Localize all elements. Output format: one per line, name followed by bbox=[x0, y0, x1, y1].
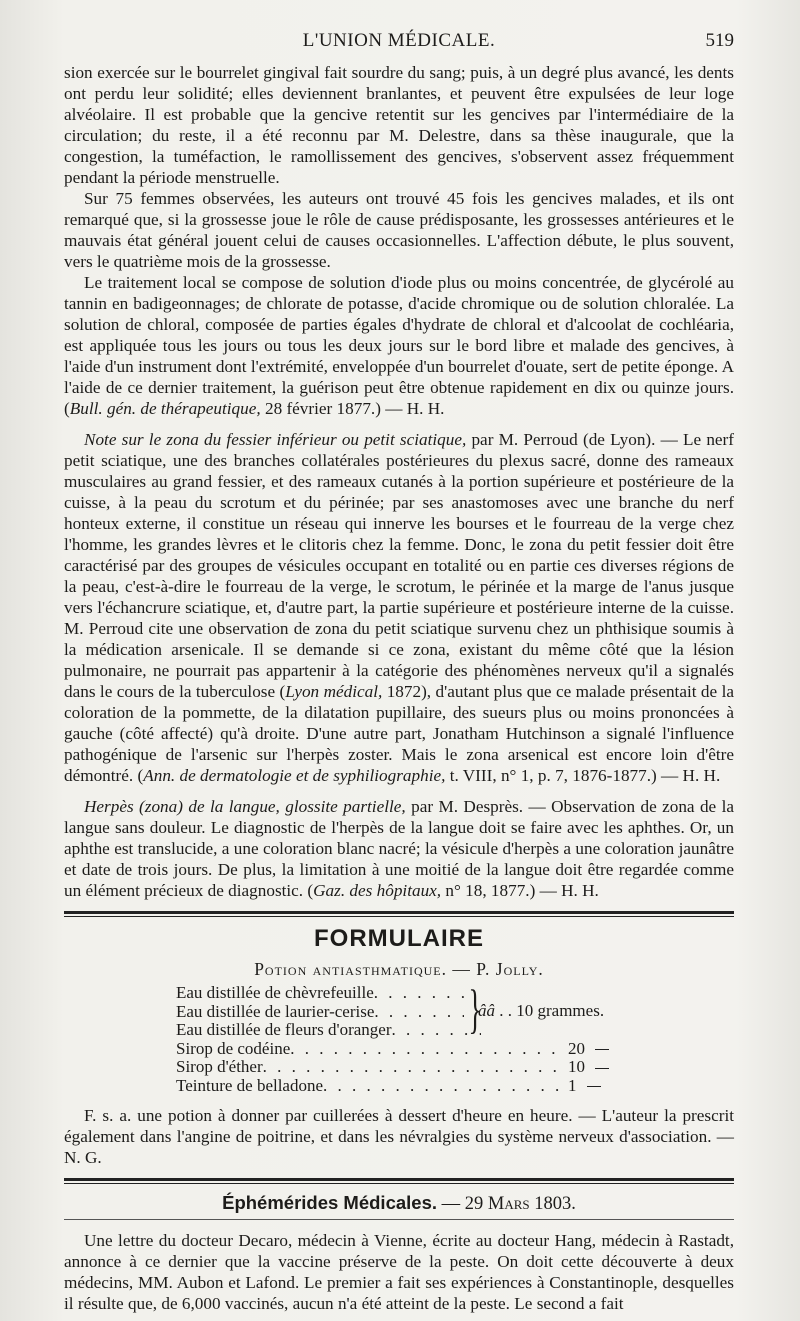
ditto-mark bbox=[587, 1086, 601, 1087]
ingredient-name: Eau distillée de chèvrefeuille bbox=[176, 983, 374, 1002]
leader-dots bbox=[290, 1040, 562, 1059]
zona-fessier-end: t. VIII, n° 1, p. 7, 1876-1877.) — H. H. bbox=[445, 766, 721, 785]
ingredient-row bbox=[176, 984, 646, 1003]
qty-value: 10 bbox=[568, 1057, 585, 1076]
ephemerides-date: — 29 Mars 1803. bbox=[437, 1194, 576, 1214]
ephemerides-text: Une lettre du docteur Decaro, médecin à Vienne, écrite au docteur Hang, médecin à Rastadt, annonce à ce dernier que la vaccine préserve de la peste. On doit cette découverte à deux médecins, MM. Aubon et Lafond. Le premier a fait ses expériences à Constantinople, desquelles il résulte que, de 6,000 vaccinés, aucun n'a été atteint de la peste. Le second a fait bbox=[64, 1231, 734, 1313]
section-divider bbox=[64, 911, 734, 917]
herpes-end: n° 18, 1877.) — H. H. bbox=[441, 881, 599, 900]
leader-dots bbox=[374, 984, 464, 1003]
leader-dots bbox=[323, 1077, 562, 1096]
treatment-citation: Bull. gén. de thérapeutique, bbox=[69, 399, 261, 418]
ditto-mark bbox=[595, 1068, 609, 1069]
zona-fessier-citation-1: Lyon médical, bbox=[285, 682, 383, 701]
leader-dots bbox=[374, 1003, 464, 1022]
paragraph-statistics: Sur 75 femmes observées, les auteurs ont trouvé 45 fois les gencives malades, et ils ont remarqué que, si la grossesse joue le rôle de cause prédisposante, les grossesses antérieures et le mauvais état général jouent celui de causes occasionnelles. L'affection débute, le plus souvent, vers le quatrième mois de la grossesse. bbox=[64, 189, 734, 271]
paragraph-gingival: sion exercée sur le bourrelet gingival fait sourdre du sang; puis, à un degré plus avancé, les dents ont perdu leur solidité; elles deviennent branlantes, et peuvent être expulsées de leur loge alvéolaire. Il est probable que la gencive retentit sur les gencives par l'intermédiaire de la circulation; du reste, il a été reconnu par M. Delestre, dans sa thèse inaugurale, que la congestion, la tuméfaction, le ramollissement des gencives, s'observent assez fréquemment pendant la période menstruelle. bbox=[64, 63, 734, 187]
herpes-citation: Gaz. des hôpitaux, bbox=[313, 881, 442, 900]
group-quantity-value: 10 grammes. bbox=[516, 1001, 605, 1020]
herpes-title: Herpès (zona) de la langue, glossite partielle, bbox=[84, 797, 406, 816]
ana-abbrev: ââ bbox=[478, 1001, 495, 1020]
ingredient-row bbox=[176, 1058, 646, 1077]
recipe-ingredients bbox=[176, 979, 646, 1095]
qty-value: 20 bbox=[568, 1038, 585, 1058]
qty-value: 1 bbox=[568, 1075, 577, 1095]
paragraph-treatment bbox=[64, 272, 734, 419]
zona-fessier-citation-2: Ann. de dermatologie et de syphiliographie, bbox=[143, 766, 446, 785]
ingredient-row bbox=[176, 1077, 646, 1096]
ephemerides-heading: Éphémérides Médicales. bbox=[222, 1192, 438, 1213]
ephemerides-title bbox=[64, 1192, 734, 1215]
ingredient-qty bbox=[562, 1040, 646, 1059]
running-title: L'UNION MÉDICALE. bbox=[302, 30, 496, 51]
brace-symbol: } bbox=[468, 979, 482, 1039]
group-quantity: ââ . . 10 grammes. bbox=[478, 1001, 605, 1020]
ephemerides-section bbox=[64, 1192, 734, 1314]
recipe-title: Potion antiasthmatique. — P. Jolly. bbox=[254, 959, 544, 979]
ingredient-group bbox=[176, 979, 646, 1040]
page-number: 519 bbox=[705, 30, 734, 51]
article-body bbox=[64, 62, 734, 901]
formulaire-note: F. s. a. une potion à donner par cuillerées à dessert d'heure en heure. — L'auteur la prescrit également dans l'angine de poitrine, et dans les névralgies du système nerveux d'association. — N. G. bbox=[64, 1106, 734, 1167]
treatment-text: Le traitement local se compose de solution d'iode plus ou moins concentrée, de glycérolé au tannin en badigeonnages; de chlorate de potasse, d'acide chromique ou de solution chloralée. La solution de chloral, composée de parties égales d'hydrate de chloral et d'alcoolat de cochléaria, est appliquée tous les jours ou tous les deux jours sur le bord libre et malade des gencives, à l'aide d'un instrument dont l'extrémité, enveloppée d'un bourrelet d'ouate, sert de petite éponge. A l'aide de ce dernier traitement, la guérison peut être obtenue rapidement en dix ou quinze jours. ( bbox=[64, 273, 734, 418]
ingredient-name: Eau distillée de laurier-cerise bbox=[176, 1001, 375, 1021]
section-divider bbox=[64, 1178, 734, 1184]
ingredient-qty bbox=[562, 1077, 646, 1096]
zona-fessier-text: par M. Perroud (de Lyon). — Le nerf petit sciatique, une des branches collatérales postérieures du plexus sacré, donne des rameaux musculaires au grand fessier, et des rameaux cutanés à la portion supérieure et postérieure de la cuisse, à la peau du scrotum et du périnée; par ses anastomoses avec une branche du nerf honteux externe, il constitue un réseau qui innerve les bourses et le fourreau de la verge chez l'homme, les grandes lèvres et le clitoris chez la femme. Donc, le zona du petit fessier doit être caractérisé par des groupes de vésicules occupant en totalité ou en partie ces diverses régions de la peau, c'est-à-dire le fourreau de la verge, le scrotum, le périnée et la marge de l'anus jusque vers l'échancrure sciatique, et, d'autre part, la partie supérieure et postérieure interne de la cuisse. M. Perroud cite une observation de zona du petit sciatique survenu chez un phthisique soumis à la médication arsenicale. Il se demande si ce zona, existant du même côté que la lésion pulmonaire, ne pourrait pas appartenir à la catégorie des phénomènes nerveux qu'il a signalés dans le cours de la tuberculose ( bbox=[64, 430, 734, 701]
page-header bbox=[64, 28, 734, 62]
ephemerides-rule bbox=[64, 1219, 734, 1220]
paragraph-zona-fessier bbox=[64, 429, 734, 786]
zona-fessier-title: Note sur le zona du fessier inférieur ou petit sciatique, bbox=[84, 430, 467, 449]
ingredient-name: Teinture de belladone bbox=[176, 1075, 324, 1095]
formulaire-title: FORMULAIRE bbox=[314, 925, 484, 952]
ingredient-row bbox=[176, 1021, 646, 1040]
ingredient-row bbox=[176, 1040, 646, 1059]
herpes-text: par M. Desprès. — Observation de zona de la langue sans douleur. Le diagnostic de l'herpès de la langue doit se faire avec les aphthes. Or, un aphthe est translucide, a une coloration blanc nacré; la vésicule d'herpès a une coloration jaunâtre et date de trois jours. De plus, la limitation à une moitié de la langue doit être regardée comme un élément précieux de diagnostic. ( bbox=[64, 797, 734, 900]
ingredient-qty bbox=[562, 1058, 646, 1077]
ingredient-name: Sirop de codéine bbox=[176, 1038, 291, 1058]
zona-fessier-text-2: 1872), d'autant plus que ce malade présentait de la coloration de la pommette, de la dilatation pupillaire, des sueurs plus ou moins prononcées à gauche (côté affecté) qu'à droite. D'une autre part, Jonatham Hutchinson a signalé l'influence pathogénique de l'arsenic sur l'herpès zoster. Mais le zona arsenical est encore loin d'être démontré. ( bbox=[64, 682, 734, 785]
leader-dots bbox=[263, 1058, 562, 1077]
paragraph-herpes-langue bbox=[64, 796, 734, 901]
ingredient-name: Sirop d'éther bbox=[176, 1057, 263, 1076]
ditto-mark bbox=[595, 1049, 609, 1050]
formulaire-section bbox=[64, 925, 734, 1168]
treatment-end: 28 février 1877.) — H. H. bbox=[260, 399, 445, 418]
ingredient-name: Eau distillée de fleurs d'oranger bbox=[176, 1020, 392, 1039]
